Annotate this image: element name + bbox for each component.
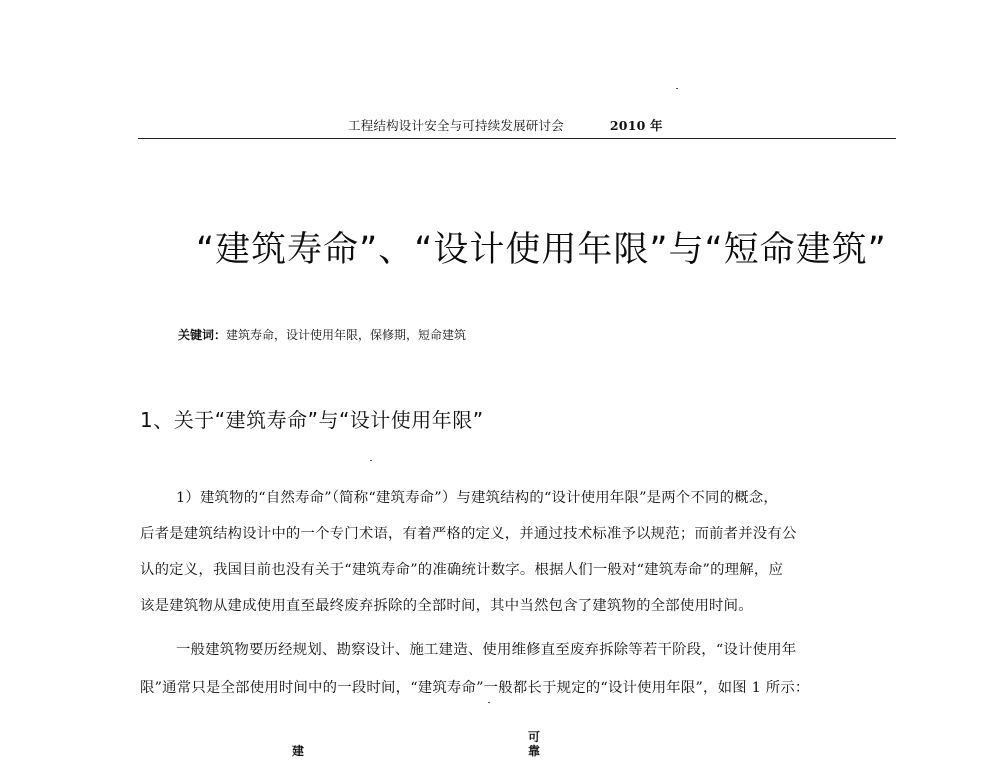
paragraph-line: 一般建筑物要历经规划、勘察设计、施工建造、使用维修直至废弃拆除等若干阶段，“设计使用年 <box>176 642 797 658</box>
section-heading: 1、关于“建筑寿命”与“设计使用年限” <box>140 408 484 432</box>
scan-speck <box>676 88 678 89</box>
paragraph-line: 认的定义，我国目前也没有关于“建筑寿命”的准确统计数字。根据人们一般对“建筑寿命”的理解，应 <box>140 562 784 578</box>
figure-label-right-bottom: 靠 <box>528 744 541 758</box>
conference-name: 工程结构设计安全与可持续发展研讨会 <box>348 118 564 133</box>
figure-label-left: 建 <box>292 744 305 758</box>
paper-title: “建筑寿命”、“设计使用年限”与“短命建筑” <box>196 230 887 270</box>
scan-speck <box>370 460 372 461</box>
header-rule <box>138 138 896 139</box>
paragraph-line: 1）建筑物的“自然寿命”（简称“建筑寿命”）与建筑结构的“设计使用年限”是两个不同的概念， <box>176 490 778 506</box>
scan-speck <box>488 702 490 703</box>
keywords <box>178 326 466 343</box>
keywords-label: 关键词： <box>178 328 227 342</box>
paragraph-line: 后者是建筑结构设计中的一个专门术语，有着严格的定义，并通过技术标准予以规范；而前者并没有公 <box>140 526 797 542</box>
figure-label-right-top: 可 <box>528 730 541 744</box>
paragraph-line: 限”通常只是全部使用时间中的一段时间，“建筑寿命”一般都长于规定的“设计使用年限”，如图 1 所示： <box>140 680 810 696</box>
paragraph-line: 该是建筑物从建成使用直至最终废弃拆除的全部时间，其中当然包含了建筑物的全部使用时间。 <box>140 598 753 614</box>
running-header <box>348 116 663 134</box>
header-year: 2010 年 <box>609 118 663 133</box>
keywords-text: 建筑寿命，设计使用年限，保修期，短命建筑 <box>226 328 467 342</box>
